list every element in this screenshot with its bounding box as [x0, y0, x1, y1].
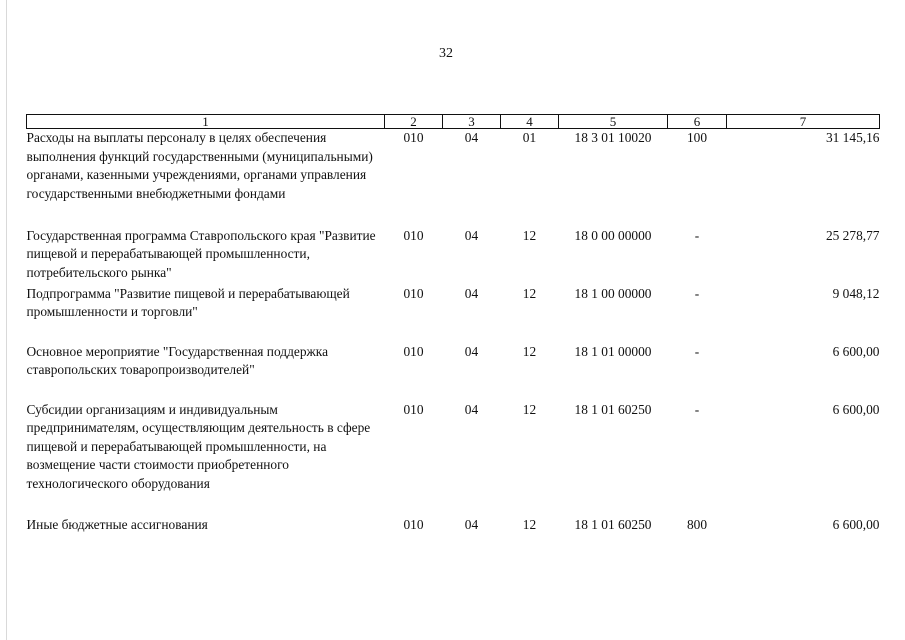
page-number: 32 — [439, 46, 453, 61]
section-code: 04 — [464, 130, 479, 145]
column-header: 1 — [27, 115, 385, 129]
page-edge-line — [6, 0, 7, 640]
expense-name: Расходы на выплаты персоналу в целях обеспечения выполнения функций государственными (муниципальными) органами, казенными учреждениями, органами управления государственными внебюджетными фондами — [26, 130, 373, 201]
table-row — [27, 285, 880, 343]
column-header: 3 — [443, 115, 501, 129]
subsection-code: 01 — [522, 130, 537, 145]
amount: 6 600,00 — [832, 343, 880, 359]
section-code: 04 — [464, 401, 479, 417]
expense-name: Государственная программа Ставропольского края "Развитие пищевой и перерабатывающей промышленности, потребительского рынка" — [26, 227, 376, 280]
expense-name: Подпрограмма "Развитие пищевой и перерабатывающей промышленности и торговли" — [26, 285, 350, 319]
section-code: 04 — [464, 343, 479, 359]
expense-type: - — [694, 285, 700, 301]
section-code: 04 — [464, 516, 479, 532]
subsection-code: 12 — [522, 285, 537, 301]
column-header: 5 — [559, 115, 668, 129]
ministry-code: 010 — [403, 401, 424, 417]
section-code: 04 — [464, 227, 479, 243]
amount: 6 600,00 — [832, 516, 880, 532]
ministry-code: 010 — [403, 516, 424, 532]
expense-type: - — [694, 343, 700, 359]
expense-type: - — [694, 227, 700, 243]
amount: 9 048,12 — [832, 285, 880, 301]
target-article: 18 1 01 60250 — [574, 516, 652, 532]
table-row — [27, 343, 880, 401]
amount: 6 600,00 — [832, 401, 880, 417]
ministry-code: 010 — [403, 285, 424, 301]
column-header: 6 — [668, 115, 727, 129]
expense-type: 800 — [686, 516, 708, 532]
expense-name: Основное мероприятие "Государственная поддержка ставропольских товаропроизводителей" — [26, 343, 329, 377]
column-header: 7 — [727, 115, 880, 129]
table-header-row — [27, 115, 880, 129]
target-article: 18 1 01 60250 — [574, 401, 652, 417]
ministry-code: 010 — [403, 227, 424, 243]
ministry-code: 010 — [403, 130, 424, 145]
target-article: 18 0 00 00000 — [574, 227, 652, 243]
column-header: 2 — [385, 115, 443, 129]
table-row — [27, 516, 880, 540]
table-row — [27, 129, 880, 227]
target-article: 18 3 01 10020 — [574, 130, 652, 145]
subsection-code: 12 — [522, 343, 537, 359]
subsection-code: 12 — [522, 516, 537, 532]
column-header: 4 — [501, 115, 559, 129]
subsection-code: 12 — [522, 227, 537, 243]
section-code: 04 — [464, 285, 479, 301]
budget-table — [26, 114, 880, 540]
target-article: 18 1 00 00000 — [574, 285, 652, 301]
expense-type: 100 — [686, 130, 708, 145]
expense-type: - — [694, 401, 700, 417]
expense-name: Субсидии организациям и индивидуальным предпринимателям, осуществляющим деятельность в сфере пищевой и перерабатывающей промышленности, на возмещение части стоимости приобретенного технологического оборудования — [26, 401, 371, 491]
amount: 25 278,77 — [825, 227, 880, 243]
ministry-code: 010 — [403, 343, 424, 359]
target-article: 18 1 01 00000 — [574, 343, 652, 359]
subsection-code: 12 — [522, 401, 537, 417]
table-row — [27, 227, 880, 285]
table-row — [27, 401, 880, 516]
expense-name: Иные бюджетные ассигнования — [26, 516, 208, 532]
amount: 31 145,16 — [825, 130, 880, 145]
